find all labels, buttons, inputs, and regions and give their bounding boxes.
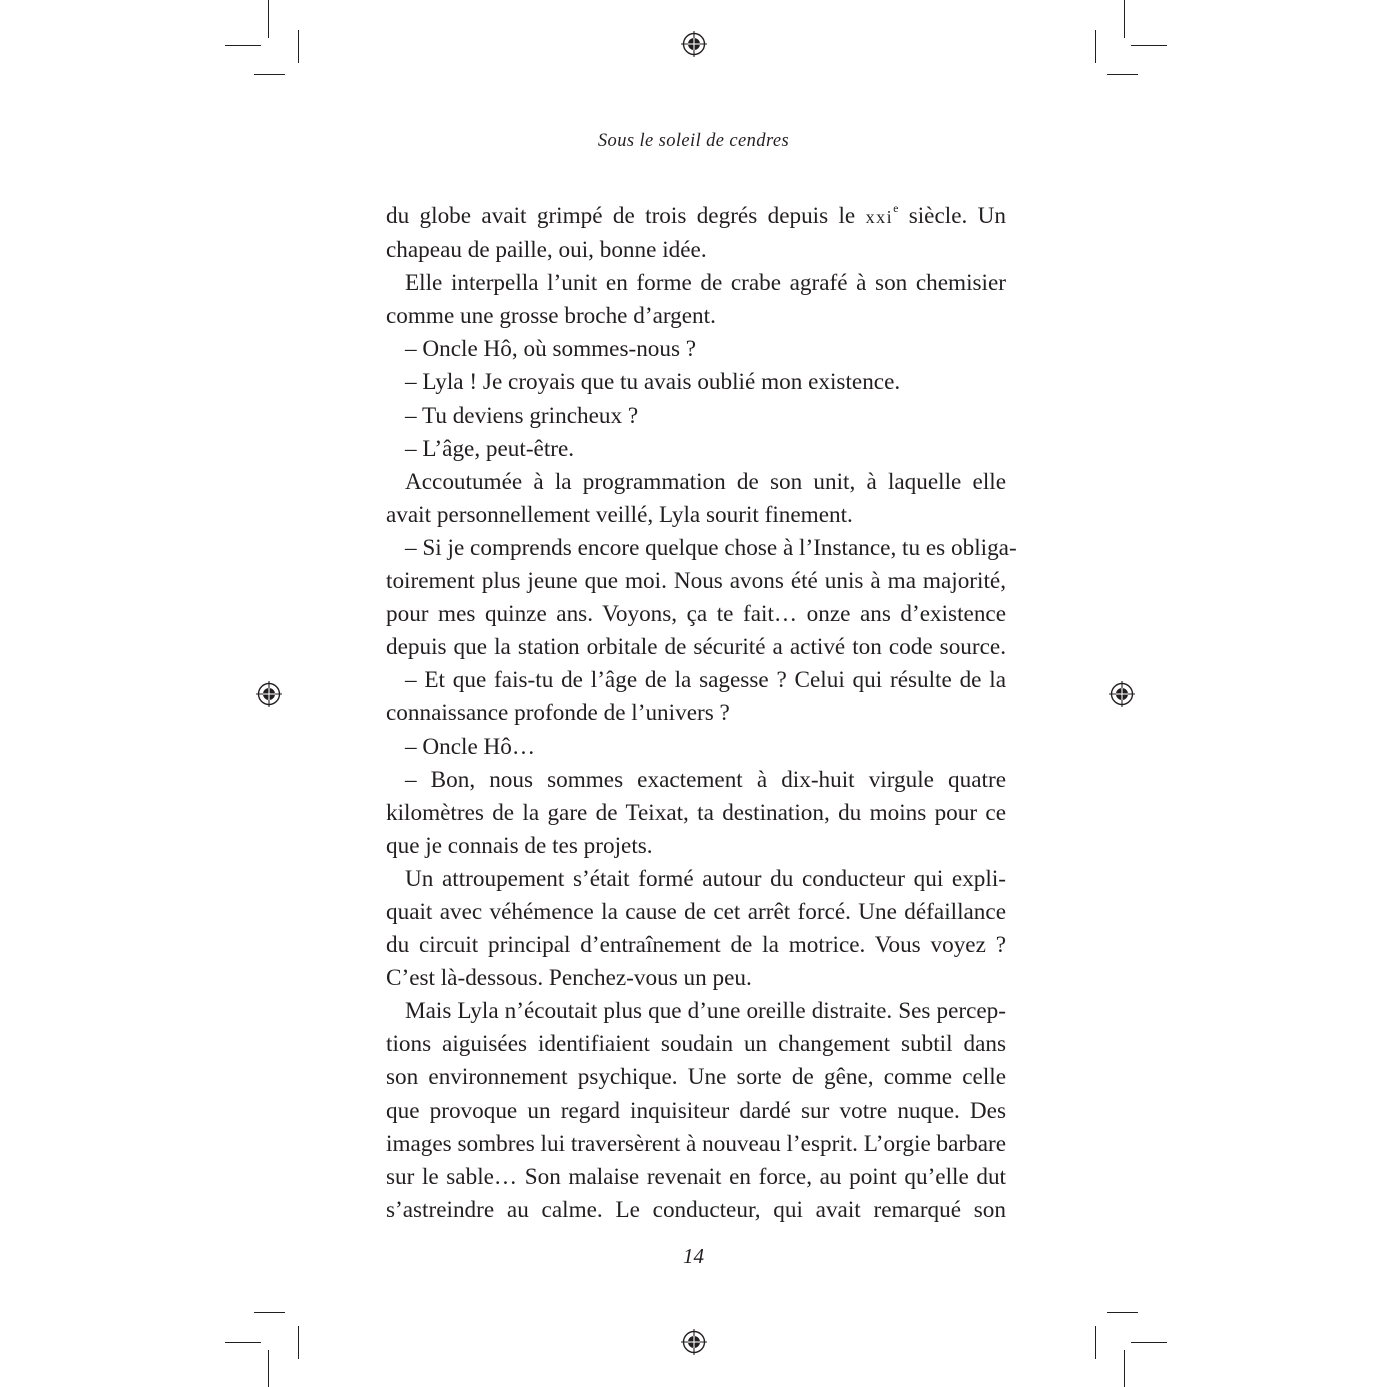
text-line: – Tu deviens grincheux ? [405, 402, 639, 429]
text-line: s’astreindre au calme. Le conducteur, qui avait remarqué son [386, 1196, 1006, 1223]
crop-mark [225, 1342, 261, 1343]
superscript: e [893, 202, 899, 215]
text-line: que provoque un regard inquisiteur dardé sur votre nuque. Des [386, 1097, 1006, 1124]
crop-mark [1131, 1342, 1167, 1343]
text-line: – Bon, nous sommes exactement à dix-huit virgule quatre [405, 766, 1006, 793]
text-line: – L’âge, peut-être. [405, 435, 575, 462]
text-line: connaissance profonde de l’univers ? [386, 700, 730, 727]
text-line: kilomètres de la gare de Teixat, ta destination, du moins pour ce [386, 799, 1006, 826]
crop-mark [298, 1326, 299, 1359]
crop-mark [1095, 1326, 1096, 1359]
text-line: – Et que fais-tu de l’âge de la sagesse ? Celui qui résulte de la [405, 667, 1006, 694]
text-line: Accoutumée à la programmation de son unit, à laquelle elle [405, 468, 1006, 495]
text-line: pour mes quinze ans. Voyons, ça te fait… onze ans d’existence [386, 601, 1006, 628]
text-line: sur le sable… Son malaise revenait en force, au point qu’elle dut [386, 1163, 1006, 1190]
text-line: Elle interpella l’unit en forme de crabe agrafé à son chemisier [405, 270, 1006, 297]
text-line: Un attroupement s’était formé autour du conducteur qui expli- [405, 865, 1006, 892]
crop-mark [1131, 45, 1167, 46]
crop-mark [254, 1312, 285, 1313]
text-line: avait personnellement veillé, Lyla sourit finement. [386, 501, 853, 528]
registration-mark-icon [681, 1329, 707, 1355]
registration-mark-icon [256, 681, 282, 707]
text-line: – Lyla ! Je croyais que tu avais oublié mon existence. [405, 369, 901, 396]
crop-mark [1107, 74, 1138, 75]
crop-mark [1107, 1312, 1138, 1313]
text-line: images sombres lui traversèrent à nouveau l’esprit. L’orgie barbare [386, 1130, 1007, 1157]
text-line: – Oncle Hô, où sommes-nous ? [405, 336, 697, 363]
crop-mark [298, 30, 299, 63]
crop-mark [225, 45, 261, 46]
crop-mark [1095, 30, 1096, 63]
text-line: – Oncle Hô… [405, 733, 536, 760]
text-line: son environnement psychique. Une sorte de gêne, comme celle [386, 1064, 1006, 1091]
crop-mark [1124, 1350, 1125, 1387]
text-line: quait avec véhémence la cause de cet arrêt forcé. Une défaillance [386, 898, 1006, 925]
crop-mark [268, 1350, 269, 1387]
text-line: Mais Lyla n’écoutait plus que d’une oreille distraite. Ses percep- [405, 998, 1006, 1025]
roman-numeral-century: xxi [865, 207, 894, 228]
crop-mark [268, 0, 269, 38]
crop-mark [1124, 0, 1125, 38]
text-line: comme une grosse broche d’argent. [386, 303, 716, 330]
running-head: Sous le soleil de cendres [597, 131, 790, 151]
crop-mark [254, 74, 285, 75]
registration-mark-icon [1109, 681, 1135, 707]
text-fragment: siècle. Un [898, 203, 1007, 230]
text-line: toirement plus jeune que moi. Nous avons été unis à ma majorité, [386, 568, 1006, 595]
text-fragment: du globe avait grimpé de trois degrés depuis le [386, 203, 866, 230]
page-number: 14 [683, 1244, 704, 1268]
text-line: depuis que la station orbitale de sécurité a activé ton code source. [386, 634, 1006, 661]
registration-mark-icon [681, 31, 707, 57]
text-line: C’est là-dessous. Penchez-vous un peu. [386, 965, 752, 992]
body-text [386, 192, 1017, 1227]
text-line: du circuit principal d’entraînement de la motrice. Vous voyez ? [386, 932, 1006, 959]
text-line: tions aiguisées identifiaient soudain un changement subtil dans [386, 1031, 1006, 1058]
text-line: – Si je comprends encore quelque chose à l’Instance, tu es obliga- [405, 534, 1017, 561]
text-line [386, 192, 1006, 234]
text-line: chapeau de paille, oui, bonne idée. [386, 237, 707, 264]
text-line: que je connais de tes projets. [386, 832, 653, 859]
